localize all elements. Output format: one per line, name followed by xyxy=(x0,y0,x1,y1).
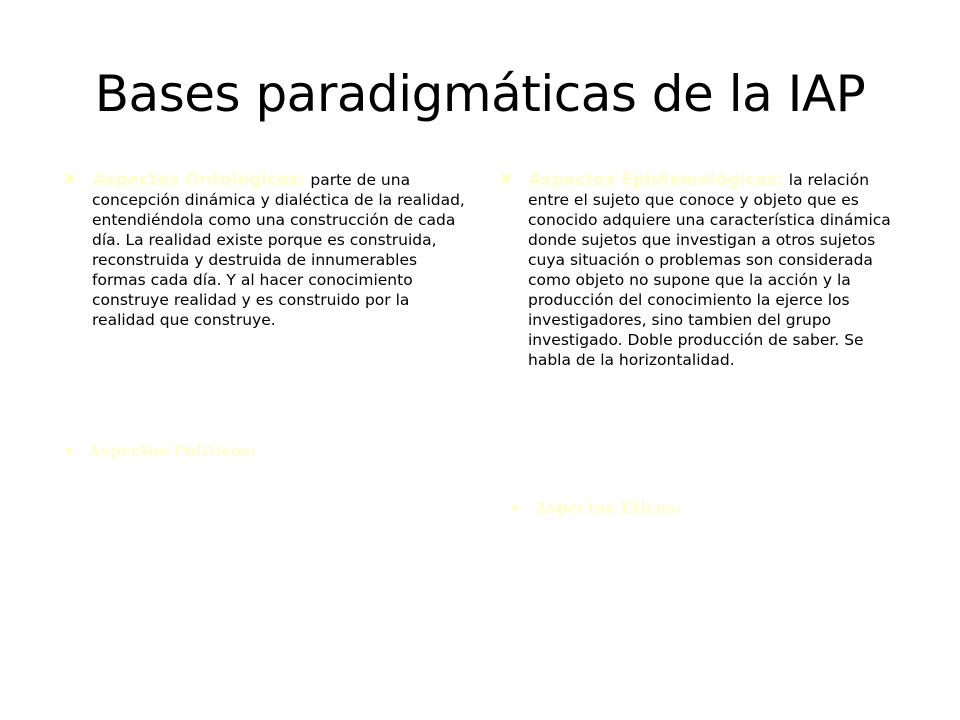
right-column xyxy=(498,170,908,370)
square-bullet-icon xyxy=(512,505,518,511)
epistemological-bullet xyxy=(498,170,908,370)
ontological-bullet xyxy=(62,170,472,330)
x-mark-icon: ✖ xyxy=(62,170,77,190)
political-item: Aspectos Políticos: xyxy=(88,441,257,460)
left-column xyxy=(62,170,472,330)
slide-title: Bases paradigmáticas de la IAP xyxy=(94,65,866,123)
x-mark-icon: ✖ xyxy=(498,170,513,190)
ontological-heading: Aspectos Ontológicos: xyxy=(92,170,306,190)
square-bullet-icon xyxy=(66,448,72,454)
epistemological-heading: Aspectos Epistemológicos: xyxy=(528,170,784,190)
ethical-item: Aspectos Éticos: xyxy=(535,498,682,517)
ontological-body: parte de una concepción dinámica y dialéctica de la realidad, entendiéndola como una construcción de cada día. La realidad existe porque es construida, reconstruida y destruida de innumerables formas cada día. Y al hacer conocimiento construye realidad y es construido por la realidad que construye. xyxy=(92,171,465,329)
epistemological-body: la relación entre el sujeto que conoce y objeto que es conocido adquiere una característica dinámica donde sujetos que investigan a otros sujetos cuya situación o problemas son considerada como objeto no supone que la acción y la producción del conocimiento la ejerce los investigadores, sino tambien del grupo investigado. Doble producción de saber. Se habla de la horizontalidad. xyxy=(528,171,891,369)
